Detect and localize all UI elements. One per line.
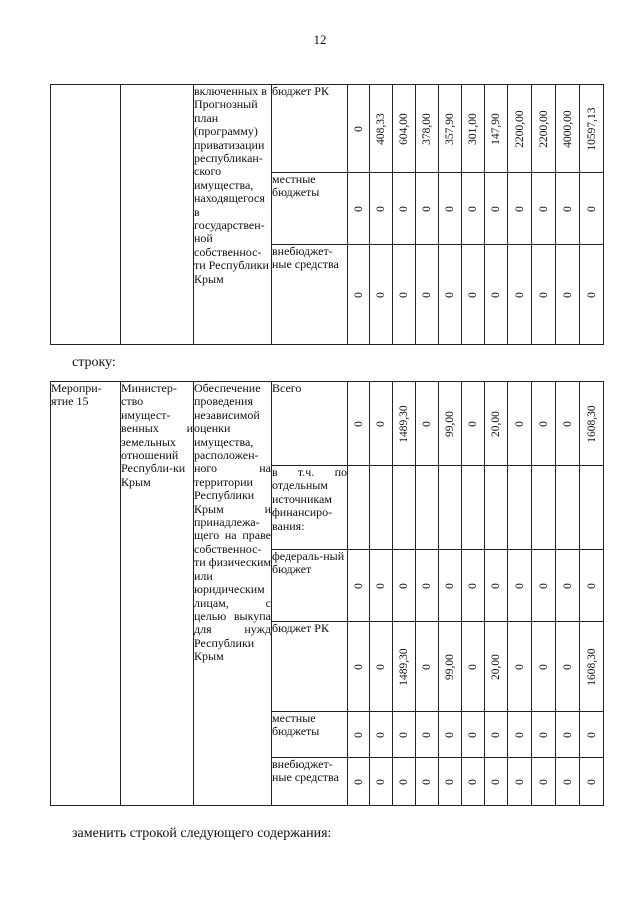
value-text: 0 [490,291,502,298]
value-text: 0 [467,291,479,298]
value-cell [462,758,485,806]
value-text: 0 [375,205,387,212]
funding-source-cell: внебюджет-ные средства [272,758,348,806]
value-cell [556,245,580,345]
value-text: 0 [352,291,365,298]
value-text: 0 [490,205,502,212]
value-text: 0 [398,582,410,589]
value-cell [439,173,462,245]
value-text: 0 [537,778,550,785]
value-text: 1489,30 [398,404,410,443]
funding-source-cell: федераль-ный бюджет [272,550,348,622]
value-cell [348,466,370,550]
value-cell [439,85,462,173]
value-cell [532,173,556,245]
value-text: 0 [490,778,502,785]
value-text: 147,90 [490,112,502,145]
value-cell [462,622,485,712]
value-text: 0 [352,420,365,427]
value-cell [508,245,532,345]
value-text: 0 [513,778,526,785]
value-cell [580,173,604,245]
value-cell [462,550,485,622]
value-cell [416,758,439,806]
value-cell [370,173,393,245]
value-text: 0 [421,291,433,298]
value-cell [348,173,370,245]
value-cell [532,712,556,758]
value-cell [508,382,532,466]
value-text: 0 [561,205,574,212]
value-cell [416,382,439,466]
value-cell [580,758,604,806]
value-cell [393,382,416,466]
value-cell [462,382,485,466]
value-cell [580,622,604,712]
value-text: 0 [444,582,456,589]
value-text: 0 [537,731,550,738]
value-cell [370,466,393,550]
value-cell [508,466,532,550]
funding-source-cell: местные бюджеты [272,712,348,758]
event-15-table [50,381,604,806]
value-text: 0 [352,582,365,589]
value-cell [580,85,604,173]
value-cell [348,622,370,712]
value-cell [439,466,462,550]
value-cell [556,550,580,622]
value-cell [485,382,508,466]
value-text: 1608,30 [585,404,598,443]
value-cell [508,173,532,245]
value-text: 0 [352,778,365,785]
value-text: 1489,30 [398,647,410,686]
value-text: 0 [585,291,598,298]
value-cell [348,758,370,806]
value-cell [508,550,532,622]
event-cell [51,85,121,345]
value-text: 0 [585,731,598,738]
value-cell [370,550,393,622]
value-text: 0 [421,582,433,589]
value-cell [508,712,532,758]
measure-cell: включенных в Прогнозный план (программу) приватизации республикан-ского имущества, находящегося в государствен-ной собственнос-ти Республики Крым [194,85,272,345]
value-text: 0 [444,291,456,298]
value-cell [508,85,532,173]
value-cell [462,245,485,345]
value-text: 408,33 [375,112,387,145]
value-cell [580,382,604,466]
value-cell [393,550,416,622]
value-cell [532,245,556,345]
funding-source-cell: Всего [272,382,348,466]
value-text: 0 [398,778,410,785]
value-cell [556,466,580,550]
value-cell [416,173,439,245]
value-text: 301,00 [467,112,479,145]
value-text: 0 [537,663,550,670]
value-text: 0 [421,420,433,427]
value-text: 0 [375,731,387,738]
value-text: 0 [561,731,574,738]
value-text: 0 [561,420,574,427]
value-text: 0 [537,420,550,427]
value-cell [393,466,416,550]
value-text: 0 [585,205,598,212]
value-cell [348,245,370,345]
value-cell [393,622,416,712]
value-cell [580,466,604,550]
value-text: 0 [490,731,502,738]
value-text: 0 [444,731,456,738]
value-cell [348,550,370,622]
value-cell [556,758,580,806]
funding-source-cell: местные бюджеты [272,173,348,245]
value-cell [462,85,485,173]
value-text: 0 [513,582,526,589]
value-cell [485,550,508,622]
value-cell [370,758,393,806]
table-row [51,382,604,466]
value-text: 0 [537,582,550,589]
value-cell [393,245,416,345]
value-cell [532,466,556,550]
value-cell [485,85,508,173]
value-cell [393,173,416,245]
value-cell [393,758,416,806]
value-text: 0 [467,420,479,427]
value-text: 0 [537,205,550,212]
value-text: 0 [513,291,526,298]
value-text: 0 [513,420,526,427]
value-cell [348,85,370,173]
value-cell [416,245,439,345]
value-text: 0 [352,731,365,738]
value-text: 0 [490,582,502,589]
value-cell [485,245,508,345]
funding-table-continued [50,84,604,345]
value-cell [532,622,556,712]
value-cell [580,245,604,345]
value-cell [485,712,508,758]
value-cell [370,712,393,758]
value-text: 0 [375,663,387,670]
value-cell [580,550,604,622]
value-text: 0 [585,582,598,589]
value-cell [348,382,370,466]
event-cell: Меропри-ятие 15 [51,382,121,806]
value-cell [580,712,604,758]
value-text: 0 [444,205,456,212]
value-text: 0 [352,125,365,132]
value-text: 0 [421,205,433,212]
value-cell [370,382,393,466]
value-text: 0 [561,778,574,785]
value-text: 99,00 [444,410,456,437]
value-cell [439,758,462,806]
value-cell [370,245,393,345]
value-cell [416,622,439,712]
value-text: 0 [444,778,456,785]
value-cell [370,622,393,712]
value-cell [393,85,416,173]
value-text: 0 [561,291,574,298]
funding-source-cell: бюджет РК [272,622,348,712]
value-cell [416,712,439,758]
value-text: 0 [352,205,365,212]
value-cell [370,85,393,173]
executor-cell: Министер-ство имущест-венных и земельных отношений Республи-ки Крым [121,382,194,806]
value-cell [485,173,508,245]
value-cell [439,712,462,758]
value-text: 0 [421,731,433,738]
value-cell [532,85,556,173]
value-cell [439,245,462,345]
value-text: 2200,00 [513,109,526,148]
value-text: 0 [352,663,365,670]
value-text: 20,00 [490,653,502,680]
value-cell [485,758,508,806]
value-cell [556,712,580,758]
table-row [51,85,604,173]
value-text: 0 [467,778,479,785]
value-cell [485,622,508,712]
page-number: 12 [313,32,327,47]
value-text: 0 [421,663,433,670]
value-text: 0 [375,582,387,589]
value-text: 0 [375,778,387,785]
value-text: 0 [513,205,526,212]
value-text: 2200,00 [537,109,550,148]
value-cell [508,758,532,806]
funding-source-cell: внебюджет-ные средства [272,245,348,345]
value-text: 99,00 [444,653,456,680]
value-text: 10597,13 [585,106,598,151]
value-cell [508,622,532,712]
value-cell [462,466,485,550]
funding-source-cell: бюджет РК [272,85,348,173]
measure-cell: Обеспечение проведения независимой оценки имущества, расположен-ного на территории Республики Крым и принадлежа-щего на праве собственнос-ти физическим или юридическим лицам, с целью выкупа для нужд Республики Крым [194,382,272,806]
value-cell [532,382,556,466]
value-cell [393,712,416,758]
value-cell [532,550,556,622]
value-cell [485,466,508,550]
value-text: 0 [398,731,410,738]
value-cell [556,85,580,173]
value-text: 0 [537,291,550,298]
executor-cell [121,85,194,345]
value-text: 0 [398,291,410,298]
value-text: 357,90 [444,112,456,145]
value-text: 0 [467,731,479,738]
value-text: 0 [467,582,479,589]
value-text: 0 [561,663,574,670]
value-cell [416,550,439,622]
value-cell [348,712,370,758]
value-cell [462,173,485,245]
value-cell [532,758,556,806]
value-cell [462,712,485,758]
value-text: 0 [375,291,387,298]
value-cell [439,382,462,466]
value-cell [556,382,580,466]
value-text: 604,00 [398,112,410,145]
value-cell [556,173,580,245]
funding-source-cell: в т.ч. по отдельным источникам финансиро-вания: [272,466,348,550]
caption-replace: заменить строкой следующего содержания: [72,826,332,841]
value-cell [439,550,462,622]
value-text: 20,00 [490,410,502,437]
value-cell [416,85,439,173]
value-text: 0 [561,582,574,589]
value-text: 0 [421,778,433,785]
value-text: 0 [398,205,410,212]
value-text: 0 [467,205,479,212]
value-text: 378,00 [421,112,433,145]
value-text: 0 [513,731,526,738]
value-text: 0 [585,778,598,785]
value-text: 1608,30 [585,647,598,686]
caption-stroku: строку: [72,355,116,370]
value-cell [416,466,439,550]
value-cell [439,622,462,712]
value-text: 0 [467,663,479,670]
value-text: 0 [513,663,526,670]
value-text: 0 [375,420,387,427]
value-text: 4000,00 [561,109,574,148]
value-cell [556,622,580,712]
